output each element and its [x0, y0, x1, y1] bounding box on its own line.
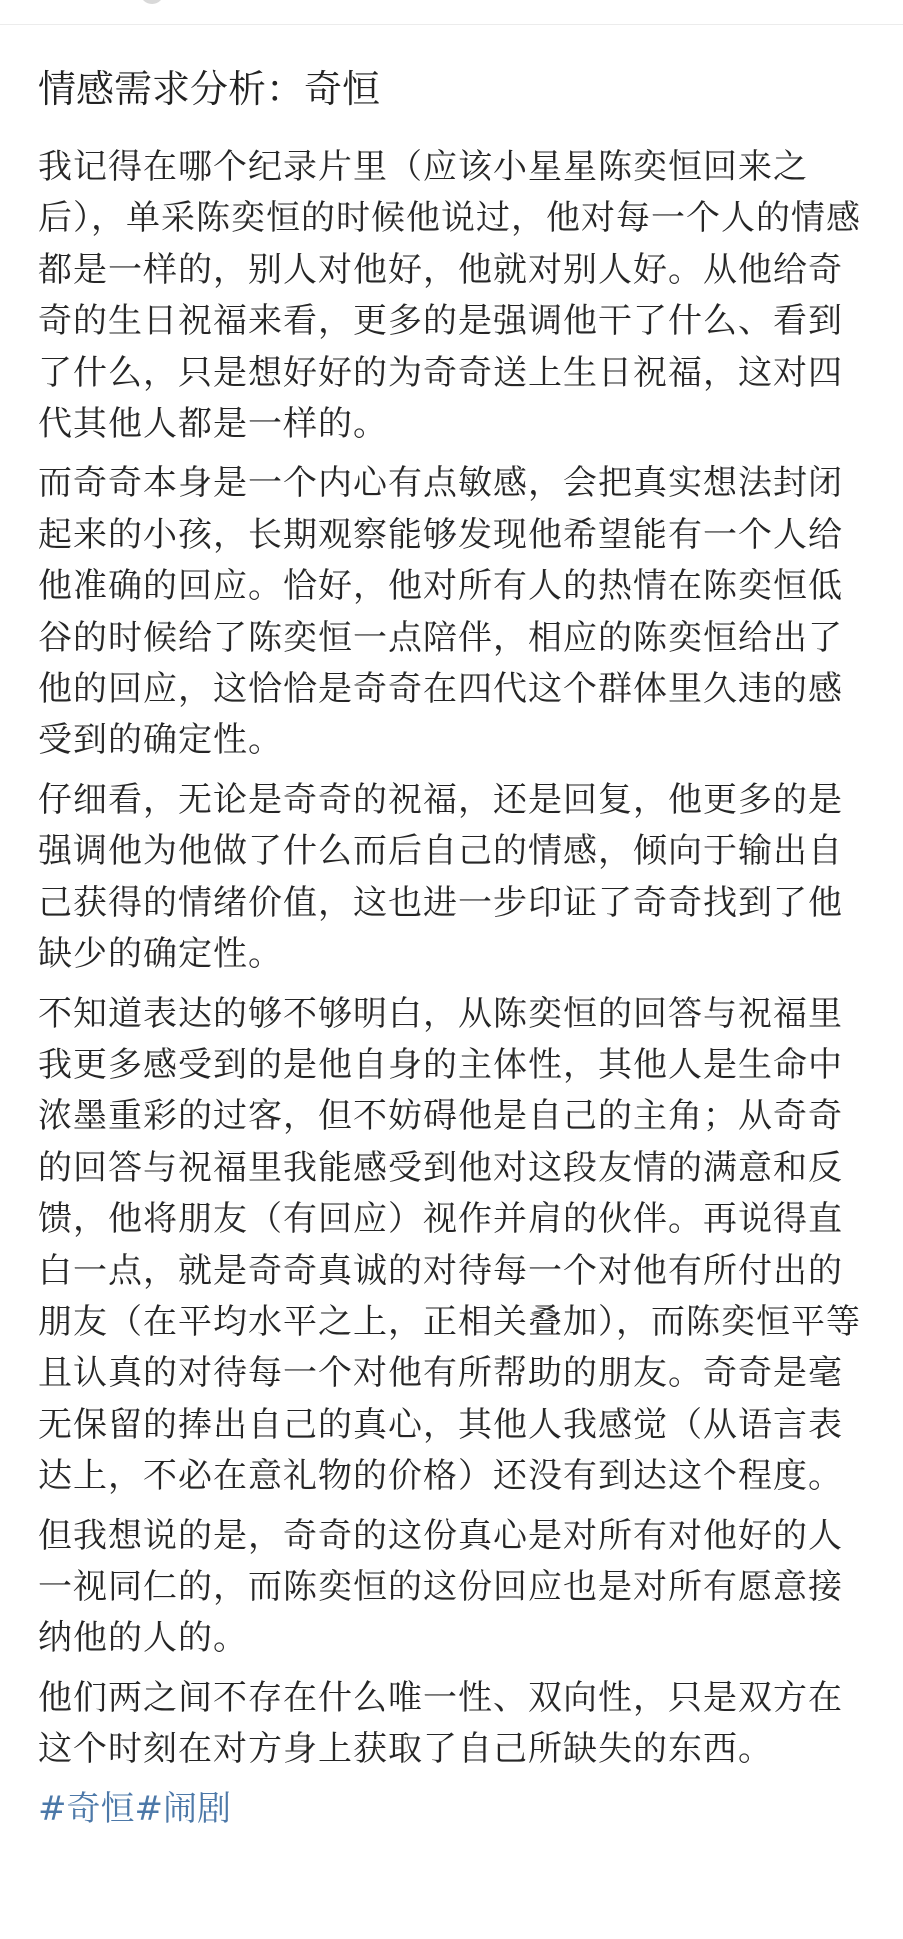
post-paragraph-4: 不知道表达的够不够明白，从陈奕恒的回答与祝福里我更多感受到的是他自身的主体性，其他人是生命中浓墨重彩的过客，但不妨碍他是自己的主角；从奇奇的回答与祝福里我能感受到他对这段友情的满意和反馈，他将朋友（有回应）视作并肩的伙伴。再说得直白一点，就是奇奇真诚的对待每一个对他有所付出的朋友（在平均水平之上，正相关叠加），而陈奕恒平等且认真的对待每一个对他有所帮助的朋友。奇奇是毫无保留的捧出自己的真心，其他人我感觉（从语言表达上，不必在意礼物的价格）还没有到达这个程度。 — [38, 993, 861, 1497]
post-content — [38, 60, 865, 1835]
post-paragraph-5: 但我想说的是，奇奇的这份真心是对所有对他好的人一视同仁的，而陈奕恒的这份回应也是对所有愿意接纳他的人的。 — [38, 1515, 843, 1659]
post-paragraph-3: 仔细看，无论是奇奇的祝福，还是回复，他更多的是强调他为他做了什么而后自己的情感，倾向于输出自己获得的情绪价值，这也进一步印证了奇奇找到了他缺少的确定性。 — [38, 779, 843, 975]
post-tags — [38, 1784, 865, 1835]
post-paragraph-6: 他们两之间不存在什么唯一性、双向性，只是双方在这个时刻在对方身上获取了自己所缺失的东西。 — [38, 1677, 843, 1770]
post-paragraph-1: 我记得在哪个纪录片里（应该小星星陈奕恒回来之后），单采陈奕恒的时候他说过，他对每一个人的情感都是一样的，别人对他好，他就对别人好。从他给奇奇的生日祝福来看，更多的是强调他干了什么、看到了什么，只是想好好的为奇奇送上生日祝福，这对四代其他人都是一样的。 — [38, 147, 861, 445]
tag-naoju[interactable]: #闹剧 — [134, 1788, 231, 1829]
post-paragraph-2: 而奇奇本身是一个内心有点敏感，会把真实想法封闭起来的小孩，长期观察能够发现他希望能有一个人给他准确的回应。恰好，他对所有人的热情在陈奕恒低谷的时候给了陈奕恒一点陪伴，相应的陈奕恒给出了他的回应，这恰恰是奇奇在四代这个群体里久违的感受到的确定性。 — [38, 463, 843, 761]
top-bar — [0, 0, 903, 25]
tag-qiheng[interactable]: #奇恒 — [38, 1788, 135, 1829]
top-bar-fragment — [140, 0, 164, 4]
post-title: 情感需求分析：奇恒 — [38, 67, 381, 111]
